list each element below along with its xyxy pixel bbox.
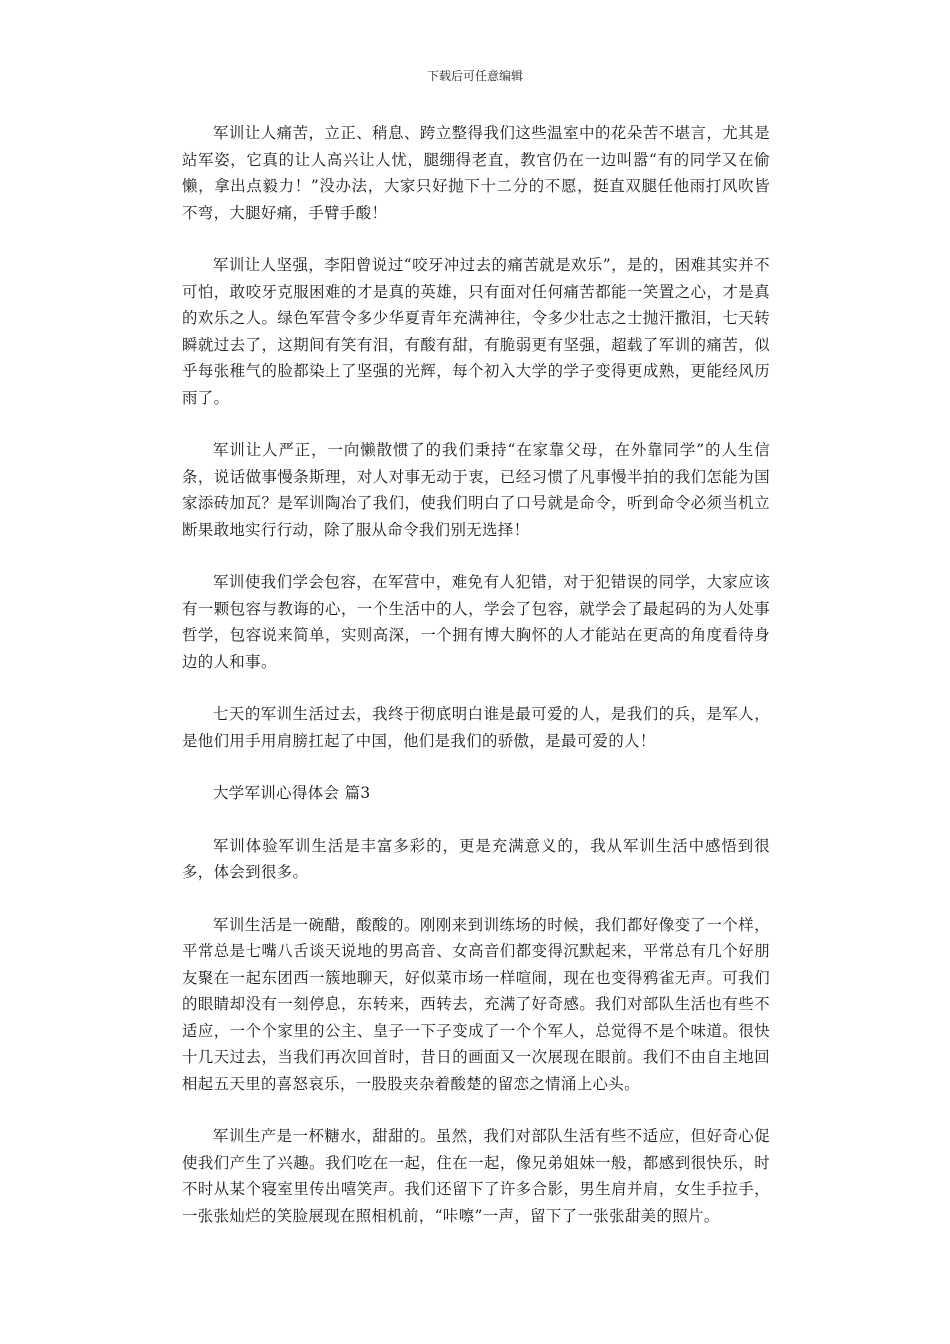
paragraph: 军训让人严正，一向懒散惯了的我们秉持“在家靠父母，在外靠同学”的人生信条，说话做事慢条斯理，对人对事无动于衷，已经习惯了凡事慢半拍的我们怎能为国家添砖加瓦？是军训陶冶了我们，使我们明白了口号就是命令，听到命令必须当机立断果敢地实行行动，除了服从命令我们别无选择！ bbox=[182, 441, 770, 539]
paragraph: 军训让人坚强，李阳曾说过“咬牙冲过去的痛苦就是欢乐”，是的，困难其实并不可怕，敢咬牙克服困难的才是真的英雄，只有面对任何痛苦都能一笑置之心，才是真的欢乐之人。绿色军营令多少华夏青年充满神往，令多少壮志之士抛汗撒泪，七天转瞬就过去了，这期间有笑有泪，有酸有甜，有脆弱更有坚强，超载了军训的痛苦，似乎每张稚气的脸都染上了坚强的光辉，每个初入大学的学子变得更成熟，更能经风历雨了。 bbox=[182, 256, 770, 407]
paragraph: 军训体验军训生活是丰富多彩的，更是充满意义的，我从军训生活中感悟到很多，体会到很多。 bbox=[182, 836, 770, 881]
paragraph: 军训生产是一杯糖水，甜甜的。虽然，我们对部队生活有些不适应，但好奇心促使我们产生了兴趣。我们吃在一起，住在一起，像兄弟姐妹一般，都感到很快乐，时不时从某个寝室里传出嘻笑声。我们还留下了许多合影，男生肩并肩，女生手拉手，一张张灿烂的笑脸展现在照相机前，“咔嚓”一声，留下了一张张甜美的照片。 bbox=[182, 1127, 770, 1225]
section-heading: 大学军训心得体会 篇3 bbox=[213, 784, 371, 802]
page-header: 下载后可任意编辑 bbox=[426, 69, 523, 83]
paragraph: 军训使我们学会包容，在军营中，难免有人犯错，对于犯错误的同学，大家应该有一颗包容与教诲的心，一个生活中的人，学会了包容，就学会了最起码的为人处事哲学，包容说来简单，实则高深，一个拥有博大胸怀的人才能站在更高的角度看待身边的人和事。 bbox=[182, 573, 770, 671]
paragraph: 军训让人痛苦，立正、稍息、跨立整得我们这些温室中的花朵苦不堪言，尤其是站军姿，它真的让人高兴让人忧，腿绷得老直，教官仍在一边叫嚣“有的同学又在偷懒，拿出点毅力！”没办法，大家只好抛下十二分的不愿，挺直双腿任他雨打风吹皆不弯，大腿好痛，手臂手酸！ bbox=[182, 124, 770, 222]
paragraph: 军训生活是一碗醋，酸酸的。刚刚来到训练场的时候，我们都好像变了一个样，平常总是七嘴八舌谈天说地的男高音、女高音们都变得沉默起来，平常总有几个好朋友聚在一起东团西一簇地聊天，好似菜市场一样喧闹，现在也变得鸦雀无声。可我们的眼睛却没有一刻停息，东转来，西转去，充满了好奇感。我们对部队生活也有些不适应，一个个家里的公主、皇子一下子变成了一个个军人，总觉得不是个味道。很快十几天过去，当我们再次回首时，昔日的画面又一次展现在眼前。我们不由自主地回相起五天里的喜怒哀乐，一股股夹杂着酸楚的留恋之情涌上心头。 bbox=[182, 915, 770, 1093]
document-body bbox=[182, 120, 770, 1255]
paragraph: 七天的军训生活过去，我终于彻底明白谁是最可爱的人，是我们的兵，是军人，是他们用手用肩膀扛起了中国，他们是我们的骄傲，是最可爱的人！ bbox=[182, 705, 770, 750]
